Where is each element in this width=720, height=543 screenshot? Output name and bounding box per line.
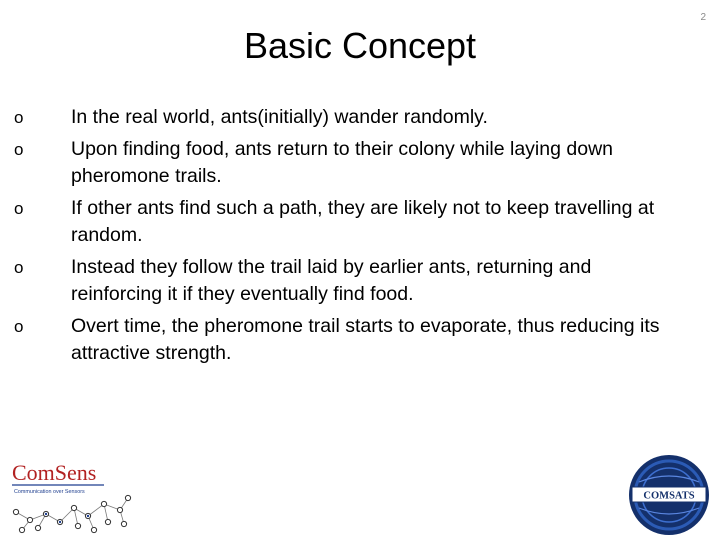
bullet-item [14,136,674,190]
bullet-marker: o [14,258,24,277]
comsats-logo [624,452,714,538]
bullet-marker: o [14,317,24,336]
bullet-list [14,104,674,372]
slide-title: Basic Concept [243,25,477,66]
comsats-wordmark: COMSATS [643,490,695,502]
bullet-item [14,254,674,308]
bullet-item [14,104,674,131]
bullet-text: In the real world, ants(initially) wander randomly. [71,106,488,128]
bullet-marker: o [14,199,24,218]
bullet-text: Overt time, the pheromone trail starts to evaporate, thus reducing its attractive strength. [71,315,660,364]
bullet-marker: o [14,140,24,159]
bullet-item [14,313,674,367]
bullet-item [14,195,674,249]
comsens-logo [8,460,136,536]
bullet-text: If other ants find such a path, they are likely not to keep travelling at random. [71,197,655,246]
bullet-text: Instead they follow the trail laid by earlier ants, returning and reinforcing it if they eventually find food. [71,256,592,305]
bullet-marker: o [14,108,24,127]
slide-number: 2 [700,12,706,23]
bullet-text: Upon finding food, ants return to their colony while laying down pheromone trails. [71,138,613,187]
comsens-wordmark: ComSens [12,460,97,485]
comsens-tagline: Communication over Sensors [14,489,85,495]
